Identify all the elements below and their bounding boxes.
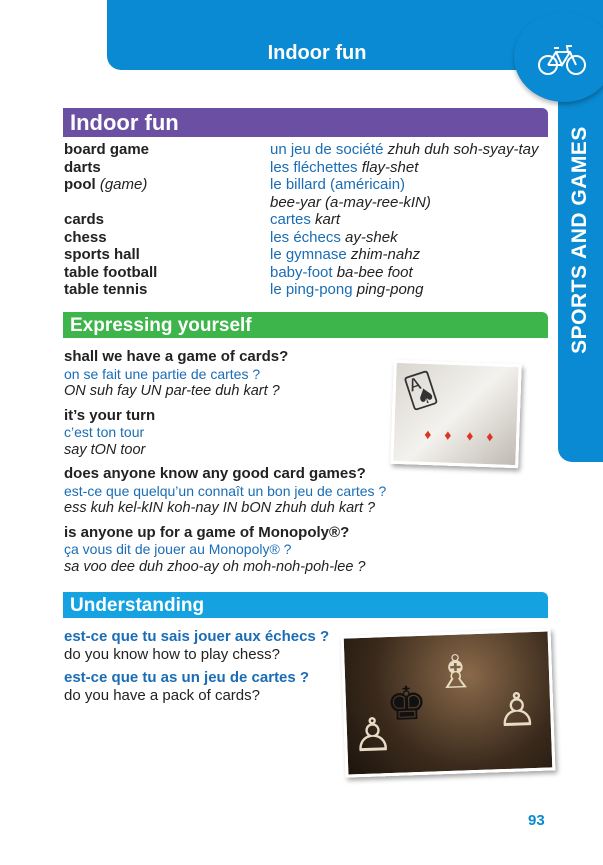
- vocab-row: [64, 176, 544, 194]
- vocab-row: [64, 246, 544, 264]
- vocab-translation: [270, 211, 340, 229]
- vocab-list: [64, 141, 544, 299]
- vocab-english-note: (game): [99, 176, 148, 193]
- vocab-pronunciation: zhuh duh soh-syay-tay: [387, 141, 539, 158]
- vocab-english-word: board game: [64, 141, 150, 158]
- vocab-translation: [270, 159, 418, 177]
- phrase-french: est-ce que quelqu’un connaît un bon jeu de cartes ?: [64, 482, 387, 499]
- bicycle-icon: [538, 42, 586, 76]
- vocab-english-word: chess: [64, 228, 107, 246]
- vocab-pronunciation: bee-yar (a-may-ree-kIN): [270, 193, 431, 211]
- phrase-pronunciation: ON suh fay UN par-tee duh kart ?: [64, 383, 280, 399]
- vocab-row: [64, 229, 544, 247]
- vocab-english: [64, 264, 270, 282]
- vocab-english: [64, 211, 270, 229]
- vocab-french: baby-foot: [270, 263, 333, 281]
- phrase-english: shall we have a game of cards?: [64, 348, 289, 365]
- phrase-english: does anyone know any good card games?: [64, 465, 366, 482]
- vocab-row: [64, 281, 544, 299]
- phrase-pronunciation: ess kuh kel-kIN koh-nay IN bON zhuh duh kart ?: [64, 500, 376, 516]
- understanding-french: est-ce que tu as un jeu de cartes ?: [64, 669, 310, 686]
- understanding-phrases: [64, 628, 344, 710]
- vocab-english-word: table football: [64, 263, 158, 281]
- understanding-french: est-ce que tu sais jouer aux échecs ?: [64, 628, 330, 645]
- phrase-entry: [64, 524, 394, 577]
- vocab-pronunciation: zhim-nahz: [350, 246, 421, 263]
- vocab-french: un jeu de société: [270, 141, 384, 158]
- phrase-english: is anyone up for a game of Monopoly®?: [64, 523, 350, 541]
- section-heading-understanding: Understanding: [63, 592, 548, 618]
- phrase-french: ça vous dit de jouer au Monopoly® ?: [64, 541, 292, 557]
- vocab-english-word: pool: [64, 176, 96, 193]
- vocab-french: les fléchettes: [270, 158, 358, 176]
- vocab-french: les échecs: [270, 228, 341, 246]
- vocab-translation: [270, 194, 431, 212]
- vocab-english: [64, 176, 270, 194]
- vocab-pronunciation: ay-shek: [345, 228, 398, 246]
- understanding-entry: [64, 628, 344, 664]
- vocab-translation: [270, 281, 423, 299]
- vocab-row: [64, 211, 544, 229]
- vocab-translation: [270, 246, 420, 264]
- vocab-translation: [270, 264, 413, 282]
- vocab-pronunciation: ba-bee foot: [336, 263, 413, 281]
- vocab-english: [64, 141, 270, 159]
- phrase-entry: [64, 348, 394, 401]
- section-heading-expressing: Expressing yourself: [63, 312, 548, 338]
- vocab-french: le billard (américain): [270, 176, 406, 193]
- phrase-pronunciation: say tON toor: [64, 441, 146, 458]
- vocab-english: [64, 159, 270, 177]
- vocab-translation: [270, 141, 539, 159]
- chess-photo: ♚ ♗ ♙ ♙: [341, 628, 556, 777]
- phrase-french: c’est ton tour: [64, 424, 145, 440]
- page-title: Indoor fun: [267, 42, 367, 64]
- phrase-pronunciation: sa voo dee duh zhoo-ay oh moh-noh-poh-lee ?: [64, 558, 366, 575]
- chapter-title: SPORTS AND GAMES: [568, 126, 591, 354]
- phrase-french: on se fait une partie de cartes ?: [64, 365, 261, 382]
- vocab-pronunciation: flay-shet: [361, 158, 419, 176]
- vocab-english: [64, 229, 270, 247]
- vocab-english: [64, 281, 270, 299]
- page-number: 93: [528, 812, 545, 829]
- understanding-english: do you know how to play chess?: [64, 646, 280, 663]
- vocab-french: cartes: [270, 211, 311, 228]
- vocab-english-word: table tennis: [64, 281, 148, 298]
- vocab-pronunciation: ping-pong: [356, 281, 424, 298]
- vocab-french: le ping-pong: [270, 281, 353, 298]
- expressing-phrases: [64, 348, 394, 582]
- vocab-row: [64, 264, 544, 282]
- vocab-translation: [270, 176, 405, 194]
- vocab-row: [64, 159, 544, 177]
- understanding-english: do you have a pack of cards?: [64, 687, 260, 704]
- phrase-english: it’s your turn: [64, 406, 156, 424]
- vocab-row: [64, 141, 544, 159]
- understanding-entry: [64, 669, 344, 705]
- vocab-english-word: cards: [64, 211, 105, 228]
- vocab-english-word: darts: [64, 158, 101, 176]
- vocab-french: le gymnase: [270, 246, 347, 263]
- vocab-english: [64, 246, 270, 264]
- section-heading-indoor-fun: Indoor fun: [63, 108, 548, 137]
- vocab-pronunciation: kart: [315, 211, 341, 228]
- playing-cards-photo: ♦ ♦ ♦ ♦ 🂡: [390, 360, 522, 468]
- vocab-english: [64, 194, 270, 212]
- vocab-row: [64, 194, 544, 212]
- vocab-english-word: sports hall: [64, 246, 140, 263]
- vocab-translation: [270, 229, 398, 247]
- phrase-entry: [64, 407, 394, 460]
- phrase-entry: [64, 465, 394, 518]
